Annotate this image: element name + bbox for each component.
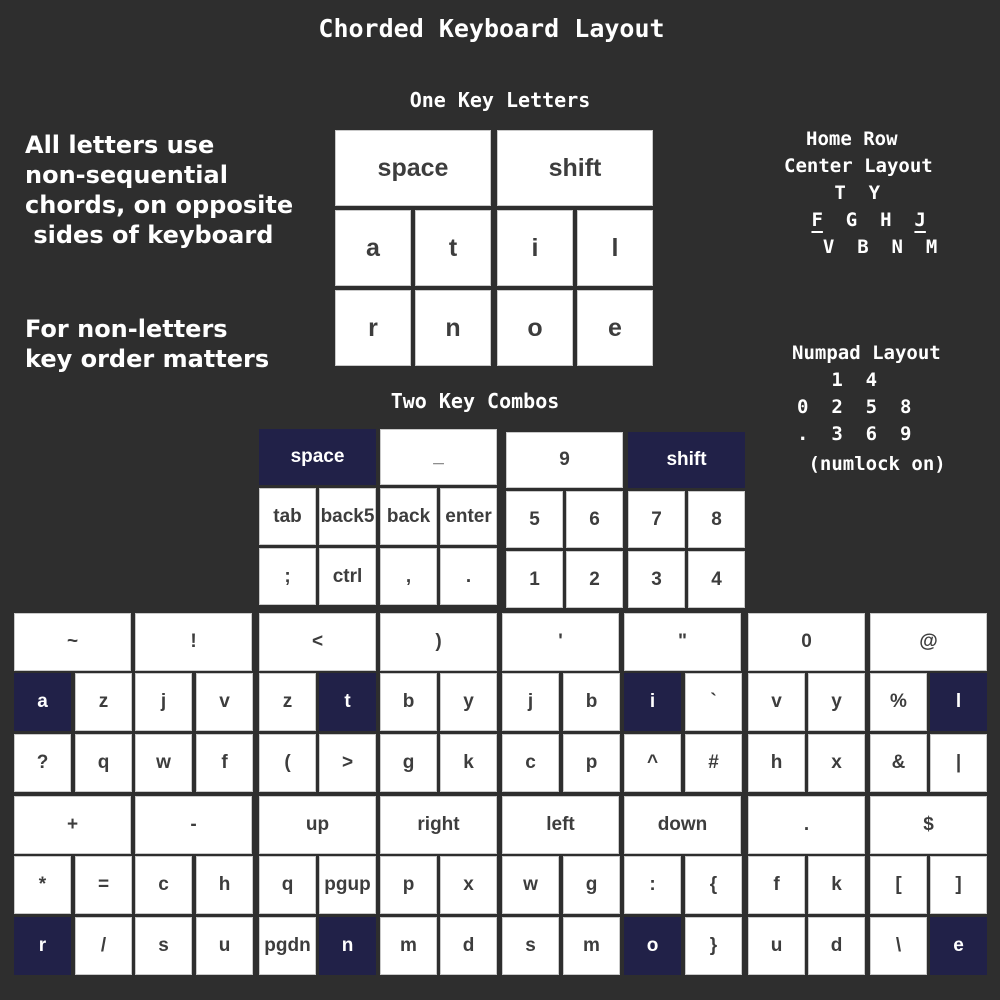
- key-two_key_top-left_row1-0: tab: [259, 488, 316, 545]
- key-two_key_top-right_row2-0: 1: [506, 551, 563, 608]
- numpad-note: (numlock on): [797, 453, 946, 475]
- key-combo_block_2-row2-13: d: [808, 917, 865, 975]
- key-combo_block_1-row2-7: k: [440, 734, 497, 792]
- key-combo_block_2-row1-8: w: [502, 856, 559, 914]
- key-combo_block_2-row2-9: m: [563, 917, 620, 975]
- key-two_key_top-right_wide-1: shift: [628, 432, 745, 488]
- key-combo_block_2-row1-5: pgup: [319, 856, 376, 914]
- key-combo_block_1-row2-11: #: [685, 734, 742, 792]
- key-combo_block_2-row1-15: ]: [930, 856, 987, 914]
- key-combo_block_2-row2-7: d: [440, 917, 497, 975]
- key-combo_block_1-wide-1: !: [135, 613, 252, 671]
- numpad-row-1: 1 4: [797, 369, 878, 391]
- key-two_key_top-left_row2-2: ,: [380, 548, 437, 605]
- key-combo_block_2-row1-0: *: [14, 856, 71, 914]
- key-one_key_letters-rows-0-2: i: [497, 210, 573, 286]
- key-combo_block_1-row2-3: f: [196, 734, 253, 792]
- home-row-line-fghj: [780, 207, 937, 234]
- key-two_key_top-right_row1-3: 8: [688, 491, 745, 548]
- one-key-letters-heading: One Key Letters: [409, 88, 591, 112]
- key-combo_block_2-wide-7: $: [870, 796, 987, 854]
- key-combo_block_1-row1-10: i: [624, 673, 681, 731]
- key-combo_block_2-row1-13: k: [808, 856, 865, 914]
- key-combo_block_2-wide-5: down: [624, 796, 741, 854]
- key-combo_block_1-row1-9: b: [563, 673, 620, 731]
- diagram-title: Chorded Keyboard Layout: [318, 14, 665, 43]
- key-combo_block_1-row1-12: v: [748, 673, 805, 731]
- key-combo_block_2-row1-11: {: [685, 856, 742, 914]
- key-combo_block_2-row1-7: x: [440, 856, 497, 914]
- key-combo_block_2-row1-1: =: [75, 856, 132, 914]
- key-combo_block_2-wide-1: -: [135, 796, 252, 854]
- key-combo_block_2-wide-2: up: [259, 796, 376, 854]
- key-combo_block_1-row1-11: `: [685, 673, 742, 731]
- home-row-title-1: Home Row: [806, 128, 898, 150]
- key-two_key_top-left_row2-1: ctrl: [319, 548, 376, 605]
- key-one_key_letters-rows-1-0: r: [335, 290, 411, 366]
- key-combo_block_2-row1-6: p: [380, 856, 437, 914]
- key-combo_block_1-row1-7: y: [440, 673, 497, 731]
- key-one_key_letters-rows-0-3: l: [577, 210, 653, 286]
- home-key-j: J: [914, 209, 926, 231]
- key-two_key_top-left_wide-0: space: [259, 429, 376, 485]
- two-key-combos-heading: Two Key Combos: [390, 389, 560, 413]
- key-combo_block_1-wide-5: ": [624, 613, 741, 671]
- key-two_key_top-left_row1-1: back5: [319, 488, 376, 545]
- home-row-title-2: Center Layout: [784, 155, 933, 177]
- key-combo_block_2-row1-10: :: [624, 856, 681, 914]
- key-combo_block_2-row2-3: u: [196, 917, 253, 975]
- key-combo_block_2-row2-8: s: [502, 917, 559, 975]
- key-one_key_letters-wide-1: shift: [497, 130, 653, 206]
- key-combo_block_1-row1-15: l: [930, 673, 987, 731]
- key-combo_block_2-row2-12: u: [748, 917, 805, 975]
- key-combo_block_1-row2-13: x: [808, 734, 865, 792]
- key-combo_block_1-wide-3: ): [380, 613, 497, 671]
- key-combo_block_2-row2-2: s: [135, 917, 192, 975]
- key-combo_block_1-row2-0: ?: [14, 734, 71, 792]
- key-combo_block_2-row2-10: o: [624, 917, 681, 975]
- key-combo_block_1-row1-3: v: [196, 673, 253, 731]
- key-combo_block_2-wide-6: .: [748, 796, 865, 854]
- key-combo_block_2-row1-4: q: [259, 856, 316, 914]
- key-combo_block_1-row2-1: q: [75, 734, 132, 792]
- letters-note: All letters use non-sequential chords, on opposite sides of keyboard: [25, 131, 294, 249]
- home-key-f: F: [811, 209, 823, 231]
- key-combo_block_2-row1-14: [: [870, 856, 927, 914]
- key-two_key_top-left_row1-2: back: [380, 488, 437, 545]
- key-combo_block_2-row2-11: }: [685, 917, 742, 975]
- key-combo_block_2-row2-14: \: [870, 917, 927, 975]
- key-combo_block_1-wide-6: 0: [748, 613, 865, 671]
- key-combo_block_1-row1-0: a: [14, 673, 71, 731]
- key-combo_block_1-row1-5: t: [319, 673, 376, 731]
- key-combo_block_2-row1-12: f: [748, 856, 805, 914]
- key-two_key_top-right_wide-0: 9: [506, 432, 623, 488]
- key-combo_block_1-wide-2: <: [259, 613, 376, 671]
- key-combo_block_1-wide-7: @: [870, 613, 987, 671]
- key-two_key_top-left_row2-0: ;: [259, 548, 316, 605]
- key-combo_block_1-row2-15: |: [930, 734, 987, 792]
- key-one_key_letters-rows-0-1: t: [415, 210, 491, 286]
- key-one_key_letters-rows-1-3: e: [577, 290, 653, 366]
- key-two_key_top-right_row1-1: 6: [566, 491, 623, 548]
- key-combo_block_2-wide-4: left: [502, 796, 619, 854]
- key-combo_block_2-row2-5: n: [319, 917, 376, 975]
- key-combo_block_2-row2-0: r: [14, 917, 71, 975]
- key-combo_block_1-row1-2: j: [135, 673, 192, 731]
- key-combo_block_1-row1-6: b: [380, 673, 437, 731]
- key-combo_block_1-row1-8: j: [502, 673, 559, 731]
- key-one_key_letters-wide-0: space: [335, 130, 491, 206]
- key-combo_block_1-row2-2: w: [135, 734, 192, 792]
- key-one_key_letters-rows-0-0: a: [335, 210, 411, 286]
- numpad-legend: [792, 340, 946, 478]
- numpad-row-2: 0 2 5 8: [797, 396, 912, 418]
- key-two_key_top-right_row2-2: 3: [628, 551, 685, 608]
- home-row-line-ty: T Y: [800, 182, 881, 204]
- key-two_key_top-right_row2-3: 4: [688, 551, 745, 608]
- key-combo_block_2-row1-2: c: [135, 856, 192, 914]
- key-two_key_top-left_row1-3: enter: [440, 488, 497, 545]
- key-two_key_top-left_wide-1: _: [380, 429, 497, 485]
- key-combo_block_1-row2-9: p: [563, 734, 620, 792]
- key-two_key_top-right_row1-2: 7: [628, 491, 685, 548]
- key-combo_block_1-row1-13: y: [808, 673, 865, 731]
- home-row-line-vbnm: V B N M: [800, 236, 938, 258]
- home-row-gh: G H: [822, 209, 915, 231]
- key-combo_block_2-row2-15: e: [930, 917, 987, 975]
- key-combo_block_1-row2-14: &: [870, 734, 927, 792]
- key-combo_block_1-row1-14: %: [870, 673, 927, 731]
- home-row-legend: [780, 126, 937, 261]
- key-combo_block_1-row1-4: z: [259, 673, 316, 731]
- key-two_key_top-left_row2-3: .: [440, 548, 497, 605]
- key-combo_block_1-row2-6: g: [380, 734, 437, 792]
- key-combo_block_2-row1-3: h: [196, 856, 253, 914]
- key-combo_block_1-wide-4: ': [502, 613, 619, 671]
- key-combo_block_2-wide-0: +: [14, 796, 131, 854]
- key-combo_block_2-row2-4: pgdn: [259, 917, 316, 975]
- key-combo_block_2-wide-3: right: [380, 796, 497, 854]
- key-two_key_top-right_row1-0: 5: [506, 491, 563, 548]
- key-combo_block_1-row1-1: z: [75, 673, 132, 731]
- key-one_key_letters-rows-1-2: o: [497, 290, 573, 366]
- key-combo_block_1-row2-5: >: [319, 734, 376, 792]
- key-combo_block_1-row2-10: ^: [624, 734, 681, 792]
- home-row-spacer: [800, 209, 811, 231]
- numpad-row-3: . 3 6 9: [797, 423, 912, 445]
- key-combo_block_1-row2-4: (: [259, 734, 316, 792]
- key-combo_block_2-row2-1: /: [75, 917, 132, 975]
- key-combo_block_2-row1-9: g: [563, 856, 620, 914]
- key-two_key_top-right_row2-1: 2: [566, 551, 623, 608]
- key-combo_block_2-row2-6: m: [380, 917, 437, 975]
- key-one_key_letters-rows-1-1: n: [415, 290, 491, 366]
- key-combo_block_1-row2-12: h: [748, 734, 805, 792]
- key-combo_block_1-row2-8: c: [502, 734, 559, 792]
- key-combo_block_1-wide-0: ~: [14, 613, 131, 671]
- numpad-title: Numpad Layout: [792, 342, 941, 364]
- order-note: For non-letters key order matters: [25, 315, 270, 373]
